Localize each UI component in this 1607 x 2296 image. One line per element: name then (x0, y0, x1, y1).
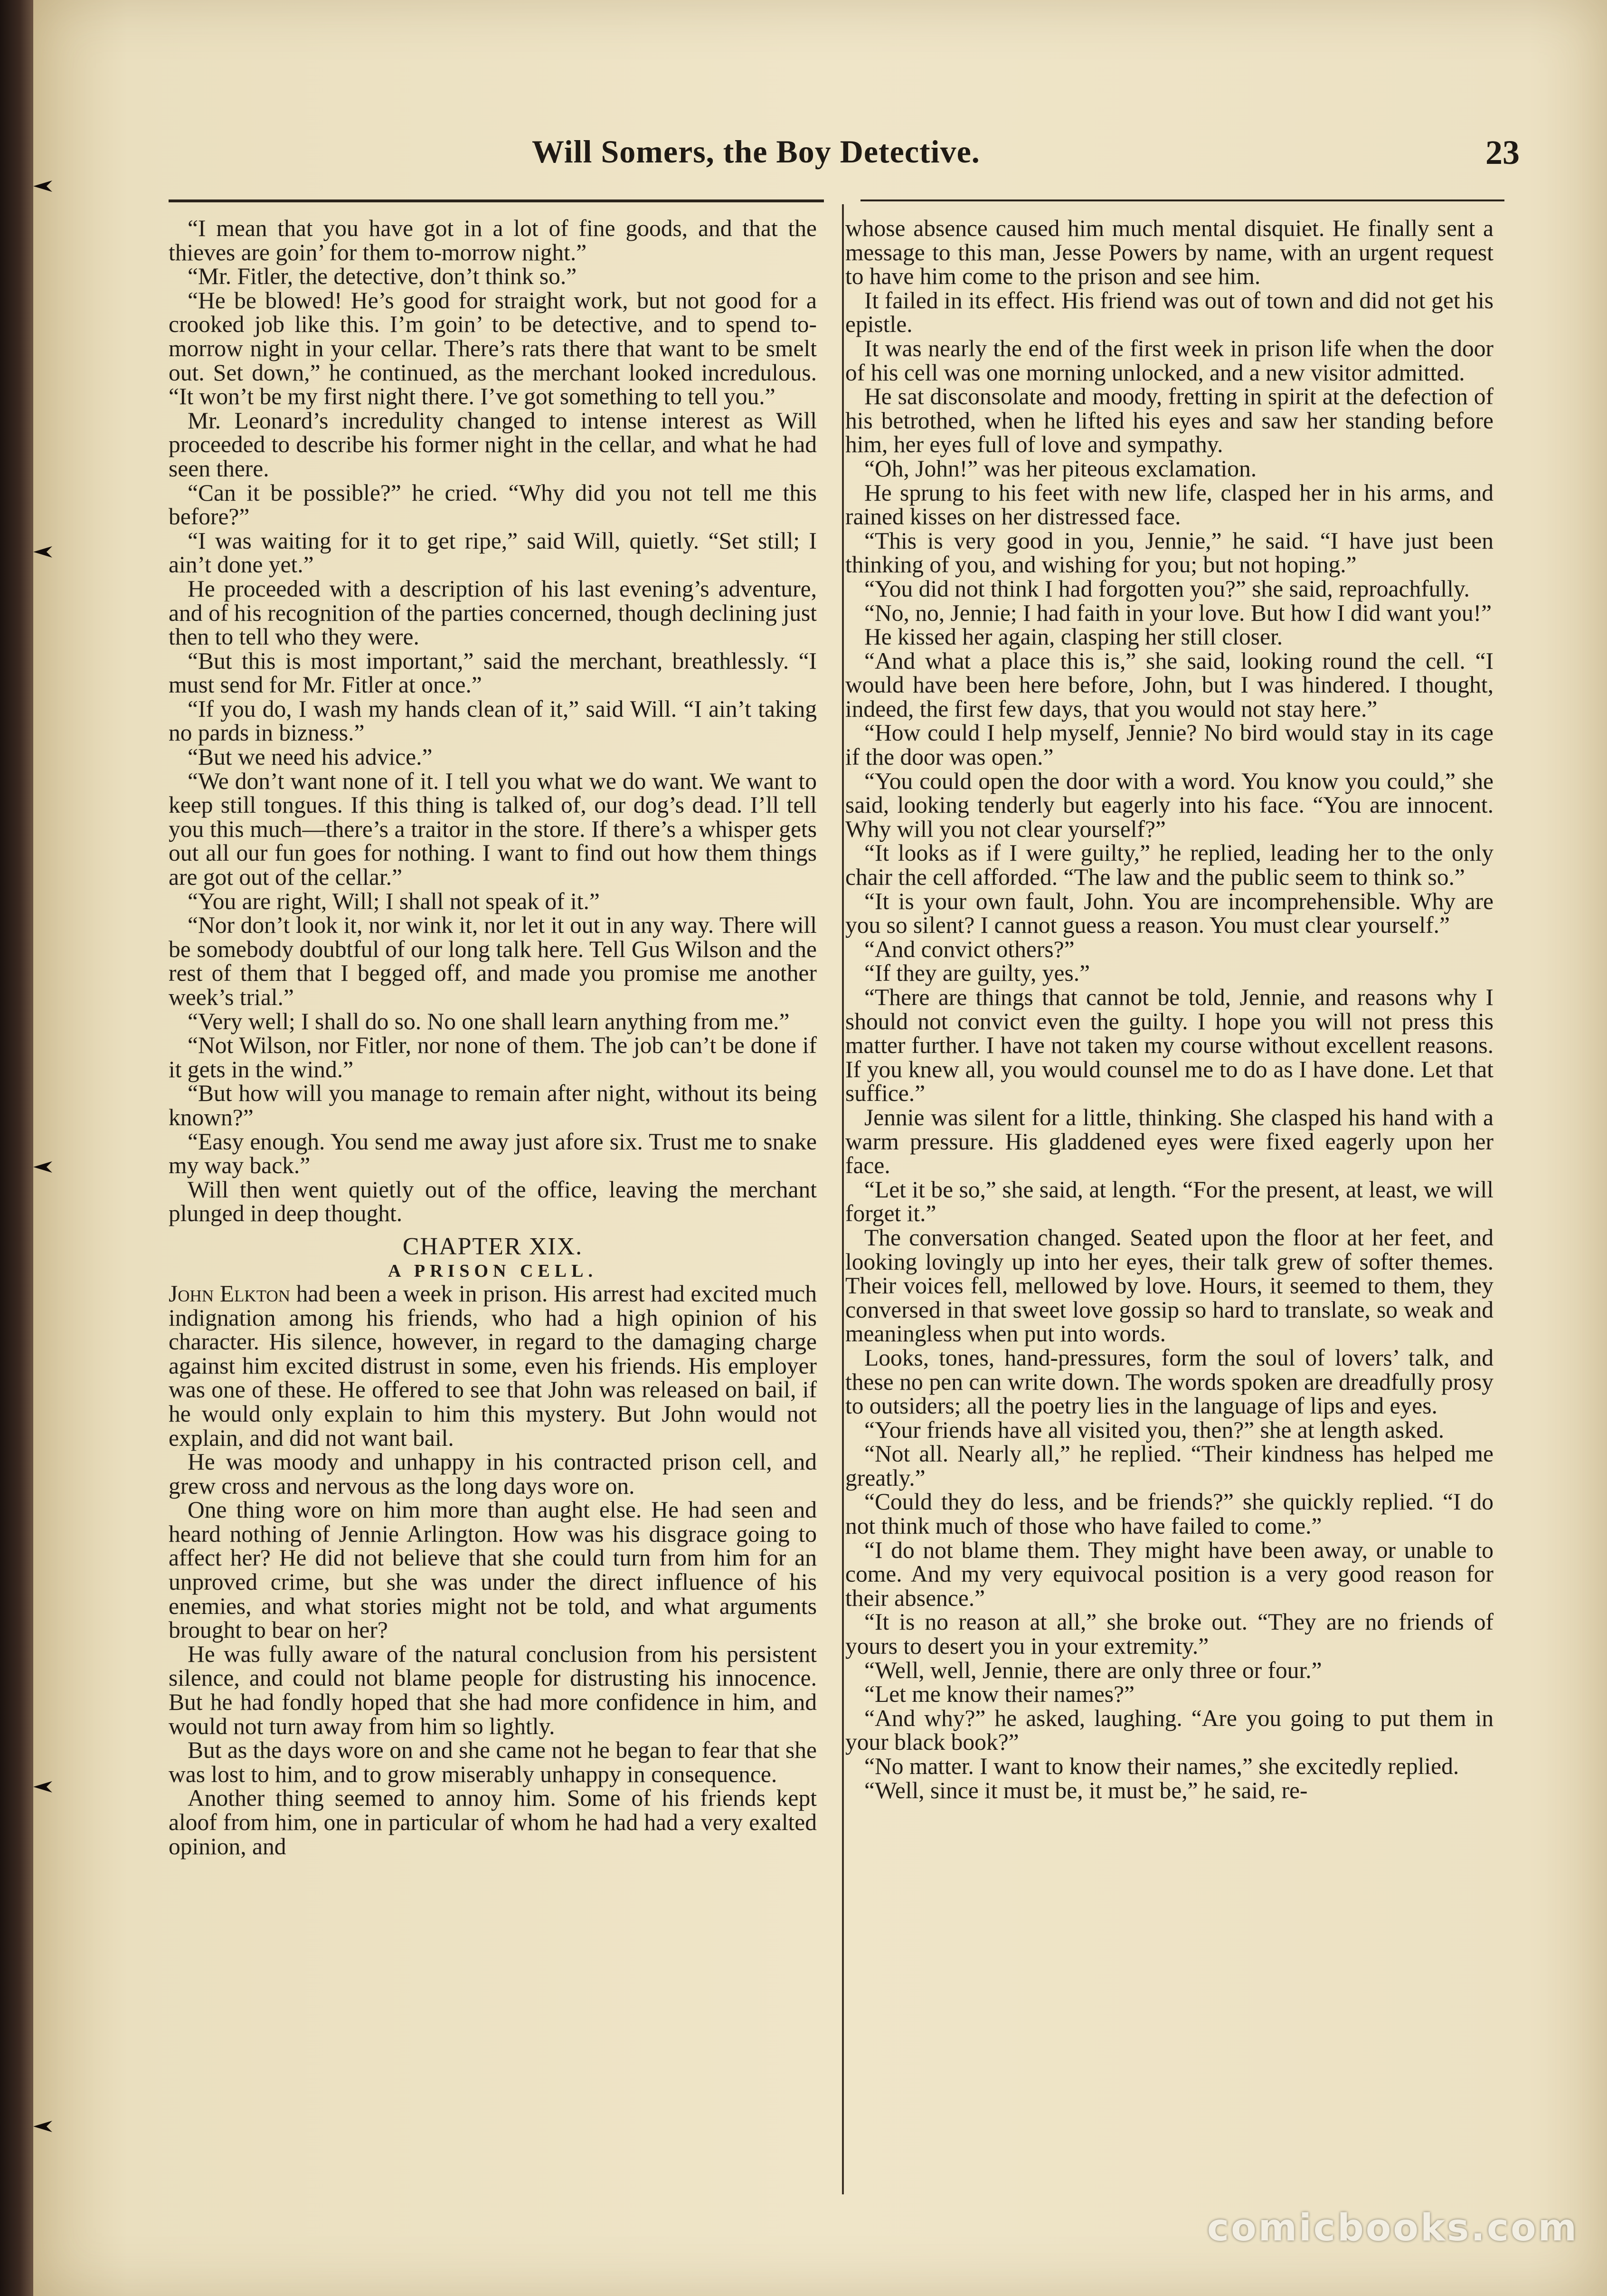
watermark: comicbooks.com (1207, 2207, 1579, 2249)
paragraph: “Mr. Fitler, the detective, don’t think so.” (188, 263, 577, 290)
left-paragraphs-before-chapter (169, 217, 817, 1226)
paragraph: He sat disconsolate and moody, fretting in spirit at the defection of his betrothed, when he lifted his eyes and saw her standing before him, her eyes full of love and sympathy. (845, 383, 1494, 458)
paragraph: He proceeded with a description of his last evening’s adventure, and of his recognition of the parties concerned, though declining just then to tell who they were. (169, 575, 817, 650)
paragraph: Jennie was silent for a little, thinking. She clasped his hand with a warm pressure. His gladdened eyes were fixed eagerly upon her face. (845, 1104, 1494, 1179)
paragraph: “You did not think I had forgotten you?” she said, reproachfully. (864, 575, 1470, 602)
paragraph: “I do not blame them. They might have been away, or unable to come. And my very equivocal position is a very good reason for their absence.” (845, 1537, 1494, 1611)
chapter-heading: CHAPTER XIX. (402, 1233, 583, 1260)
paragraph: “You could open the door with a word. You know you could,” she said, looking tenderly but eagerly into his face. “You are innocent. Why will you not clear yourself?” (845, 768, 1494, 842)
page-number: 23 (1485, 133, 1520, 171)
paragraph: “I was waiting for it to get ripe,” said Will, quietly. “Set still; I ain’t done yet.” (169, 527, 817, 578)
paragraph: He sprung to his feet with new life, clasped her in his arms, and rained kisses on her distressed face. (845, 479, 1494, 530)
paragraph: “And why?” he asked, laughing. “Are you going to put them in your black book?” (845, 1705, 1494, 1755)
paragraph: “If they are guilty, yes.” (864, 960, 1090, 987)
paragraph: “Let it be so,” she said, at length. “For the present, at least, we will forget it.” (845, 1176, 1494, 1227)
paragraph: “We don’t want none of it. I tell you what we do want. We want to keep still tongues. If this thing is talked of, our dog’s dead. I’ll tell you this much—there’s a traitor in the store. If there’s a whisper gets out all our fun goes for nothing. I want to find out how them things are got out of the cellar.” (169, 768, 817, 891)
paragraph: “Not Wilson, nor Fitler, nor none of them. The job can’t be done if it gets in the wind.” (169, 1032, 817, 1082)
header-rule-left (169, 199, 824, 202)
paragraph: “It looks as if I were guilty,” he replied, leading her to the only chair the cell afforded. “The law and the public seem to think so.” (845, 840, 1494, 891)
paragraph: “And convict others?” (864, 936, 1075, 962)
paragraph: “Nor don’t look it, nor wink it, nor let it out in any way. There will be somebody doubtful of our long talk here. Tell Gus Wilson and the rest of them that I begged off, and made you promise me another week’s trial.” (169, 912, 817, 1010)
paragraph: “It is your own fault, John. You are incomprehensible. Why are you so silent? I cannot guess a reason. You must clear yourself.” (845, 888, 1494, 939)
binding-staple (33, 180, 52, 192)
paragraph: “It is no reason at all,” she broke out. “They are no friends of yours to desert you in your extremity.” (845, 1609, 1494, 1660)
paragraph: “How could I help myself, Jennie? No bird would stay in its cage if the door was open.” (845, 720, 1494, 770)
paragraph: “Well, well, Jennie, there are only three or four.” (864, 1657, 1322, 1683)
paragraph: “He be blowed! He’s good for straight work, but not good for a crooked job like this. I’m goin’ to be detective, and to spend to-morrow night in your cellar. There’s rats there that want to be smelt out. Set down,” he continued, as the merchant looked incredulous. “It won’t be my first night there. I’ve got something to tell you.” (169, 287, 817, 410)
left-paragraphs-after-chapter (169, 1450, 817, 1859)
paragraph: He was fully aware of the natural conclusion from his persistent silence, and could not blame people for distrusting his innocence. But he had fondly hoped that she had more confidence in him, and would not turn away from him so lightly. (169, 1641, 817, 1739)
column-divider (842, 204, 844, 2194)
paragraph: “Can it be possible?” he cried. “Why did you not tell me this before?” (169, 479, 817, 530)
paragraph: “But we need his advice.” (188, 744, 433, 770)
binding-staple (33, 1781, 52, 1793)
paragraph: He was moody and unhappy in his contracted prison cell, and grew cross and nervous as the long days wore on. (169, 1449, 817, 1499)
paragraph: “Could they do less, and be friends?” she quickly replied. “I do not think much of those who have failed to come.” (845, 1489, 1494, 1539)
header-rule-right (860, 199, 1504, 201)
paragraph: The conversation changed. Seated upon the floor at her feet, and looking lovingly up into her eyes, their talk grew of softer themes. Their voices fell, mellowed by love. Hours, it seemed to them, they conversed in that sweet love gossip so hard to translate, so weak and meaningless when put into words. (845, 1224, 1494, 1347)
paragraph: “There are things that cannot be told, Jennie, and reasons why I should not convict even the guilty. I hope you will not press this matter further. I have not taken my course without excellent reasons. If you knew all, you would counsel me to do as I have done. Let that suffice.” (845, 984, 1494, 1107)
paragraph: But as the days wore on and she came not he began to fear that she was lost to him, and to grow miserably unhappy in consequence. (169, 1737, 817, 1787)
paragraph: “Let me know their names?” (864, 1681, 1135, 1708)
chapter-lead-text: had been a week in prison. His arrest had excited much indignation among his friends, who had a high opinion of his character. His silence, however, in regard to the damaging charge against him excited distrust in some, even his friends. His employer was one of these. He offered to see that John was released on bail, if he would only explain to him this mystery. But John would not explain, and did not want bail. (169, 1280, 817, 1451)
paragraph: “If you do, I wash my hands clean of it,” said Will. “I ain’t taking no pards in bizness.” (169, 695, 817, 746)
right-paragraphs (845, 217, 1494, 1803)
paragraph: “No matter. I want to know their names,” she excitedly replied. (864, 1753, 1459, 1779)
paragraph: “But this is most important,” said the merchant, breathlessly. “I must send for Mr. Fitler at once.” (169, 647, 817, 698)
book-spine (0, 0, 33, 2296)
chapter-subtitle: A PRISON CELL. (388, 1261, 597, 1281)
paragraph: “No, no, Jennie; I had faith in your love. But how I did want you!” (864, 599, 1492, 626)
paragraph: “Easy enough. You send me away just afore six. Trust me to snake my way back.” (169, 1128, 817, 1179)
paragraph: “Well, since it must be, it must be,” he said, re- (864, 1777, 1308, 1803)
binding-staple (33, 1161, 52, 1173)
paragraph: “And what a place this is,” she said, looking round the cell. “I would have been here before, John, but I was hindered. I thought, indeed, the first few days, that you would not stay here.” (845, 647, 1494, 722)
page-header (532, 133, 1520, 185)
left-column (169, 217, 817, 2192)
paragraph: It failed in its effect. His friend was out of town and did not get his epistle. (845, 287, 1494, 338)
paragraph: Mr. Leonard’s incredulity changed to intense interest as Will proceeded to describe his former night in the cellar, and what he had seen there. (169, 407, 817, 482)
binding-staple (33, 546, 52, 558)
paragraph: “Oh, John!” was her piteous exclamation. (864, 455, 1257, 482)
paragraph: He kissed her again, clasping her still closer. (864, 624, 1283, 650)
paragraph: Will then went quietly out of the office, leaving the merchant plunged in deep thought. (169, 1176, 817, 1227)
chapter-lead-name: John Elkton (169, 1280, 291, 1307)
paragraph: Looks, tones, hand-pressures, form the soul of lovers’ talk, and these no pen can write down. The words spoken are dreadfully prosy to outsiders; all the poetry lies in the language of lips and eyes. (845, 1344, 1494, 1419)
paragraph: “Very well; I shall do so. No one shall learn anything from me.” (188, 1008, 790, 1034)
paragraph: “Not all. Nearly all,” he replied. “Their kindness has helped me greatly.” (845, 1441, 1494, 1491)
paragraph: “Your friends have all visited you, then?” she at length asked. (864, 1416, 1445, 1443)
paragraph: whose absence caused him much mental disquiet. He finally sent a message to this man, Jesse Powers by name, with an urgent request to have him come to the prison and see him. (845, 217, 1494, 290)
binding-staple (33, 2121, 52, 2132)
paragraph: Another thing seemed to annoy him. Some of his friends kept aloof from him, one in particular of whom he had had a very exalted opinion, and (169, 1785, 817, 1860)
right-column (845, 217, 1494, 2192)
paragraph: “This is very good in you, Jennie,” he said. “I have just been thinking of you, and wishing for you; but not hoping.” (845, 527, 1494, 578)
paragraph: “I mean that you have got in a lot of fine goods, and that the thieves are goin’ for them to-morrow night.” (169, 217, 817, 266)
paragraph: One thing wore on him more than aught else. He had seen and heard nothing of Jennie Arlington. How was his disgrace going to affect her? He did not believe that she could turn from him for an unproved crime, but she was under the direct influence of his enemies, and what stories might not be told, and what arguments brought to bear on her? (169, 1497, 817, 1643)
paragraph: “But how will you manage to remain after night, without its being known?” (169, 1080, 817, 1130)
running-title: Will Somers, the Boy Detective. (532, 133, 980, 170)
chapter-lead-paragraph (169, 1282, 817, 1450)
paragraph: It was nearly the end of the first week in prison life when the door of his cell was one morning unlocked, and a new visitor admitted. (845, 335, 1494, 386)
paragraph: “You are right, Will; I shall not speak of it.” (188, 888, 600, 914)
